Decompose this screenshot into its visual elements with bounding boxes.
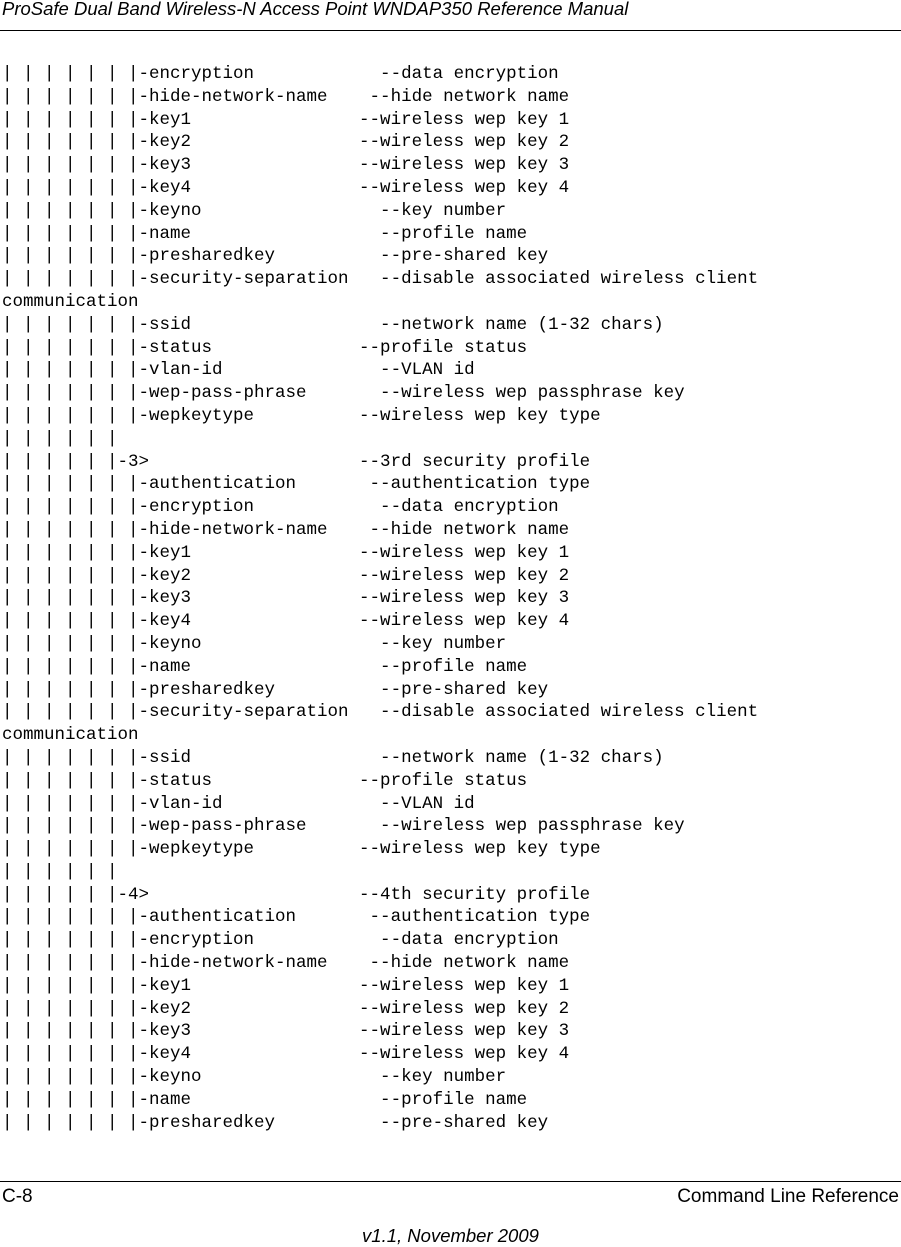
code-line: | | | | | | |-keyno --key number [2,1067,507,1088]
code-line: | | | | | | |-encryption --data encryption [2,64,559,84]
code-line: | | | | | | |-name --profile name [2,656,528,677]
code-line: | | | | | | |-wep-pass-phrase --wireless wep passphrase key [2,816,685,837]
code-line: | | | | | | |-key2 --wireless wep key 2 [2,565,570,586]
code-line: | | | | | | |-status --profile status [2,337,528,358]
code-line: | | | | | |-4> --4th security profile [2,884,591,905]
code-line: | | | | | | |-key4 --wireless wep key 4 [2,611,570,632]
code-line: | | | | | | |-ssid --network name (1-32 chars) [2,314,664,335]
code-line: | | | | | | |-name --profile name [2,1089,528,1110]
footer-divider [0,1181,901,1182]
code-line: | | | | | | |-key1 --wireless wep key 1 [2,542,570,563]
code-line: | | | | | | |-key1 --wireless wep key 1 [2,975,570,996]
code-line: | | | | | | |-security-separation --disable associated wireless client [2,702,759,723]
code-line: | | | | | | |-key4 --wireless wep key 4 [2,177,570,198]
manual-title: ProSafe Dual Band Wireless-N Access Point WNDAP350 Reference Manual [2,0,629,19]
code-line: | | | | | | |-authentication --authentication type [2,474,591,495]
code-line: | | | | | | |-hide-network-name --hide network name [2,86,570,107]
page-number: C-8 [2,1186,33,1207]
code-line: | | | | | | [2,428,118,449]
code-line: communication [2,725,139,746]
code-line: | | | | | | |-security-separation --disable associated wireless client [2,269,759,290]
code-line: | | | | | | |-vlan-id --VLAN id [2,360,475,381]
code-line: | | | | | |-3> --3rd security profile [2,451,591,472]
code-line: | | | | | | |-key1 --wireless wep key 1 [2,109,570,130]
code-line: | | | | | | |-wep-pass-phrase --wireless wep passphrase key [2,383,685,404]
code-line: | | | | | | |-encryption --data encryption [2,497,559,518]
page-header [0,0,901,31]
code-line: | | | | | | |-key2 --wireless wep key 2 [2,998,570,1019]
code-line: | | | | | | |-ssid --network name (1-32 chars) [2,747,664,768]
code-line: | | | | | | |-wepkeytype --wireless wep key type [2,405,601,426]
code-line: | | | | | | |-hide-network-name --hide network name [2,953,570,974]
code-line: | | | | | | |-presharedkey --pre-shared key [2,1112,549,1133]
code-line: | | | | | | |-key3 --wireless wep key 3 [2,588,570,609]
code-line: | | | | | | |-key3 --wireless wep key 3 [2,1021,570,1042]
code-line: | | | | | | |-vlan-id --VLAN id [2,793,475,814]
code-line: | | | | | | |-presharedkey --pre-shared key [2,679,549,700]
code-line: | | | | | | |-key2 --wireless wep key 2 [2,132,570,153]
section-title: Command Line Reference [677,1186,899,1207]
document-version: v1.1, November 2009 [362,1225,539,1246]
code-line: | | | | | | |-status --profile status [2,770,528,791]
code-line: | | | | | | |-name --profile name [2,223,528,244]
code-line: | | | | | | |-keyno --key number [2,200,507,221]
code-line: communication [2,291,139,312]
code-line: | | | | | | |-authentication --authentication type [2,907,591,928]
code-line: | | | | | | |-hide-network-name --hide network name [2,519,570,540]
code-line: | | | | | | |-presharedkey --pre-shared key [2,246,549,267]
cli-command-tree [2,63,901,1134]
code-line: | | | | | | |-key4 --wireless wep key 4 [2,1044,570,1065]
code-line: | | | | | | |-key3 --wireless wep key 3 [2,155,570,176]
code-line: | | | | | | [2,861,118,882]
code-line: | | | | | | |-wepkeytype --wireless wep key type [2,839,601,860]
code-line: | | | | | | |-keyno --key number [2,633,507,654]
code-line: | | | | | | |-encryption --data encryption [2,930,559,951]
